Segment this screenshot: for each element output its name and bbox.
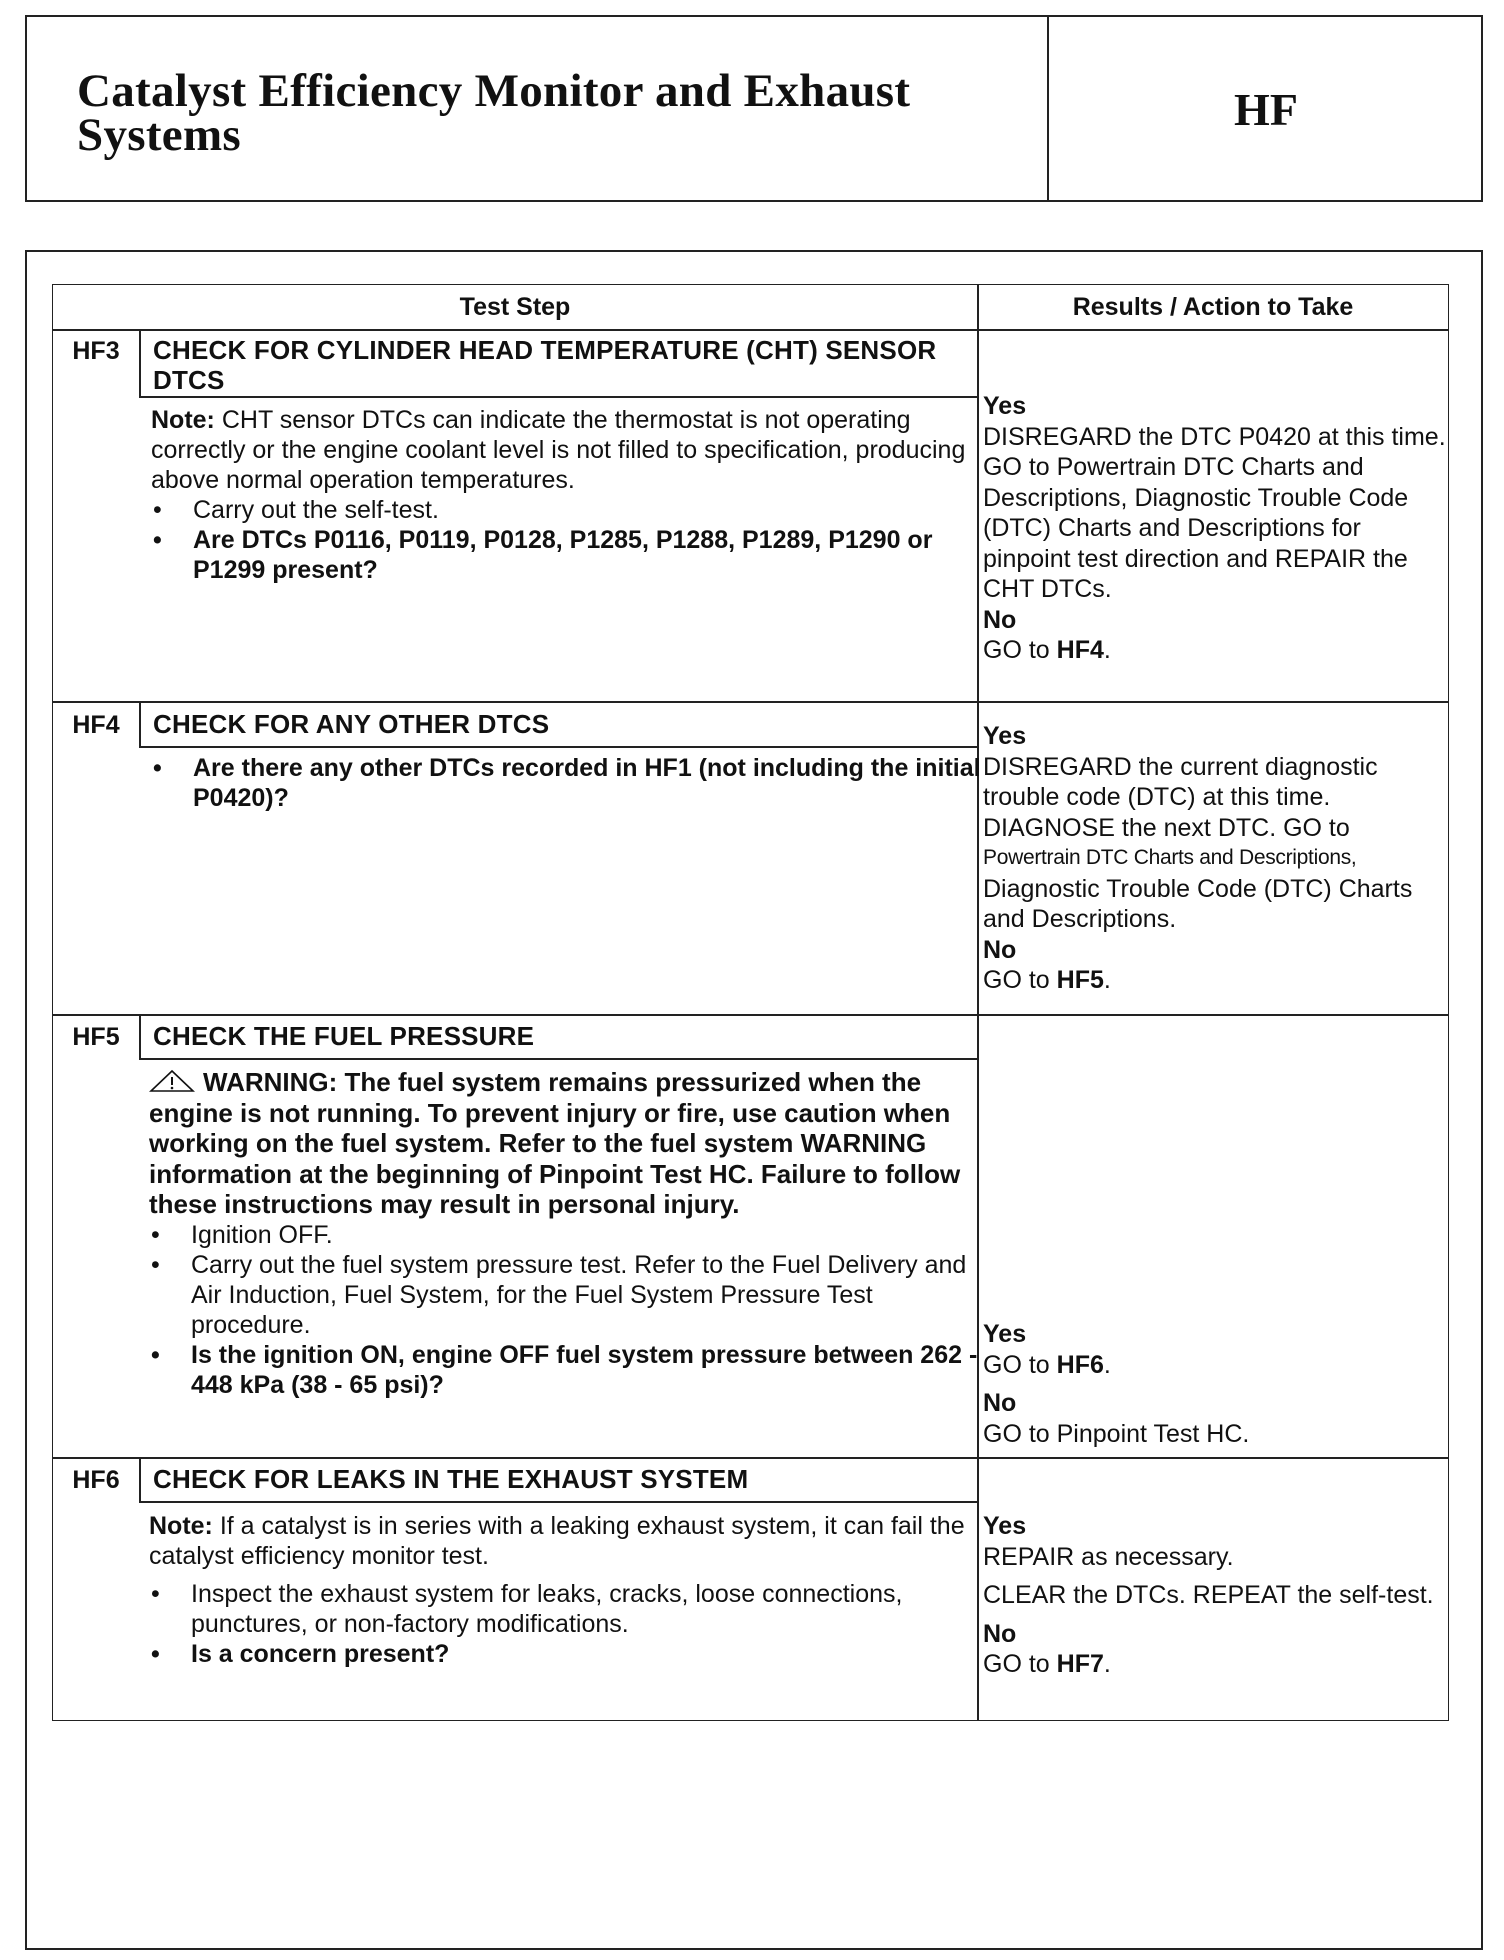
bullet-item: • Ignition OFF.	[151, 1220, 333, 1249]
note-text: CHT sensor DTCs can indicate the thermostat is not operating correctly or the engine coolant level is not filled to specification, producing above normal operation temperatures.	[151, 406, 966, 494]
result-hf4	[983, 721, 1448, 996]
yes-label: Yes	[983, 392, 1027, 420]
bullet-question: Are there any other DTCs recorded in HF1 (not including the initial P0420)?	[193, 754, 981, 812]
yes-text: Diagnostic Trouble Code (DTC) Charts and Descriptions.	[983, 874, 1413, 933]
no-target: HF7	[1056, 1650, 1104, 1678]
yes-text: DISREGARD the current diagnostic trouble code (DTC) at this time.	[983, 752, 1378, 811]
row-separator	[53, 1014, 1448, 1016]
page-title: Catalyst Efficiency Monitor and Exhaust Systems	[77, 65, 911, 161]
bullet-question: Are DTCs P0116, P0119, P0128, P1285, P1288, P1289, P1290 or P1299 present?	[193, 526, 933, 584]
yes-text: DIAGNOSE the next DTC. GO to	[983, 813, 1350, 842]
bullet-item: • Inspect the exhaust system for leaks, cracks, loose connections, punctures, or non-factory modifications.	[149, 1579, 979, 1639]
row-separator	[53, 1457, 1448, 1459]
no-label: No	[983, 1619, 1017, 1648]
note-text: If a catalyst is in series with a leaking exhaust system, it can fail the catalyst efficiency monitor test.	[149, 1512, 965, 1570]
result-hf6	[983, 1511, 1448, 1680]
diagnostic-table	[52, 284, 1449, 1721]
no-text: GO to Pinpoint Test HC.	[983, 1419, 1250, 1448]
step-id-hf5: HF5	[72, 1023, 120, 1051]
col-header-results: Results / Action to Take	[1072, 292, 1354, 321]
yes-label: Yes	[983, 1320, 1027, 1348]
header-rule	[53, 329, 1448, 331]
section-code: HF	[1234, 84, 1298, 135]
yes-label: Yes	[983, 1512, 1027, 1540]
bullet-item: • Are DTCs P0116, P0119, P0128, P1285, P1288, P1289, P1290 or P1299 present?	[151, 525, 981, 585]
step-title-hf3: CHECK FOR CYLINDER HEAD TEMPERATURE (CHT) SENSOR DTCS	[153, 335, 937, 395]
step-id-hf4: HF4	[72, 711, 120, 739]
bullet-item: • Are there any other DTCs recorded in HF1 (not including the initial P0420)?	[153, 754, 981, 812]
yes-prefix: GO to	[983, 1350, 1050, 1379]
step-id-hf3: HF3	[72, 337, 120, 365]
title-rule	[139, 1058, 977, 1060]
bullet-text: Carry out the fuel system pressure test. Refer to the Fuel Delivery and Air Induction, Fuel System, for the Fuel System Pressure Test procedure.	[191, 1250, 967, 1339]
id-separator	[139, 1457, 141, 1501]
no-label: No	[983, 935, 1017, 964]
step-id-hf6: HF6	[72, 1466, 120, 1494]
no-label: No	[983, 605, 1017, 634]
bullet-item: • Is a concern present?	[151, 1640, 450, 1668]
yes-target: HF6	[1056, 1350, 1104, 1379]
step-body-hf4	[151, 753, 981, 813]
result-hf5	[983, 1319, 1448, 1449]
note-label: Note:	[149, 1512, 213, 1540]
col-header-test-step: Test Step	[459, 292, 571, 321]
bullet-text: Inspect the exhaust system for leaks, cracks, loose connections, punctures, or non-factory modifications.	[191, 1580, 903, 1638]
bullet-item: • Carry out the fuel system pressure test. Refer to the Fuel Delivery and Air Induction, Fuel System, for the Fuel System Pressure Test procedure.	[149, 1250, 979, 1340]
yes-text: DISREGARD the DTC P0420 at this time. GO to Powertrain DTC Charts and Descriptions, Diagnostic Trouble Code (DTC) Charts and Descriptions for pinpoint test direction and REPAIR the CHT DTCs.	[983, 422, 1446, 603]
bullet-question: Is a concern present?	[191, 1640, 450, 1668]
bullet-item: • Carry out the self-test.	[153, 496, 439, 524]
title-rule	[139, 1501, 977, 1503]
no-target: HF4	[1056, 636, 1104, 664]
no-label: No	[983, 1389, 1017, 1417]
title-rule	[139, 396, 977, 398]
no-prefix: GO to	[983, 636, 1050, 664]
page-header	[25, 15, 1483, 202]
yes-label: Yes	[983, 722, 1027, 750]
warning-body: WARNING: The fuel system remains pressurized when the engine is not running. To prevent injury or fire, use caution when working on the fuel system. Refer to the fuel system WARNING information at the beginning of Pinpoint Test HC. Failure to follow these instructions may result in personal injury.	[149, 1067, 961, 1219]
no-target: HF5	[1056, 966, 1104, 994]
step-title-hf5: CHECK THE FUEL PRESSURE	[153, 1021, 535, 1051]
bullet-question: Is the ignition ON, engine OFF fuel system pressure between 262 - 448 kPa (38 - 65 psi)?	[191, 1340, 978, 1399]
no-prefix: GO to	[983, 1650, 1050, 1678]
step-title-hf6: CHECK FOR LEAKS IN THE EXHAUST SYSTEM	[153, 1464, 749, 1494]
no-action: GO to HF7.	[983, 1650, 1111, 1678]
result-hf3	[983, 391, 1448, 666]
step-body-hf5	[149, 1067, 979, 1400]
bullet-item: • Is the ignition ON, engine OFF fuel system pressure between 262 - 448 kPa (38 - 65 psi)?	[151, 1340, 978, 1399]
yes-text: Powertrain DTC Charts and Descriptions,	[983, 846, 1357, 869]
yes-action: GO to HF6.	[983, 1350, 1111, 1379]
step-title-hf4: CHECK FOR ANY OTHER DTCS	[153, 709, 550, 739]
bullet-text: Carry out the self-test.	[193, 496, 439, 524]
warning-triangle-icon	[149, 1069, 195, 1093]
id-separator	[139, 1014, 141, 1058]
row-separator	[53, 701, 1448, 703]
yes-text: REPAIR as necessary.	[983, 1542, 1234, 1571]
id-separator	[139, 329, 141, 396]
yes-text: CLEAR the DTCs. REPEAT the self-test.	[983, 1581, 1434, 1609]
bullet-text: Ignition OFF.	[191, 1220, 333, 1249]
step-body-hf3	[151, 405, 981, 585]
step-body-hf6	[149, 1511, 979, 1669]
note-label: Note:	[151, 406, 215, 434]
title-rule	[139, 746, 977, 748]
no-action: GO to HF5.	[983, 966, 1111, 994]
id-separator	[139, 701, 141, 746]
no-prefix: GO to	[983, 966, 1050, 994]
no-action: GO to HF4.	[983, 636, 1111, 664]
warning-text	[149, 1067, 979, 1220]
